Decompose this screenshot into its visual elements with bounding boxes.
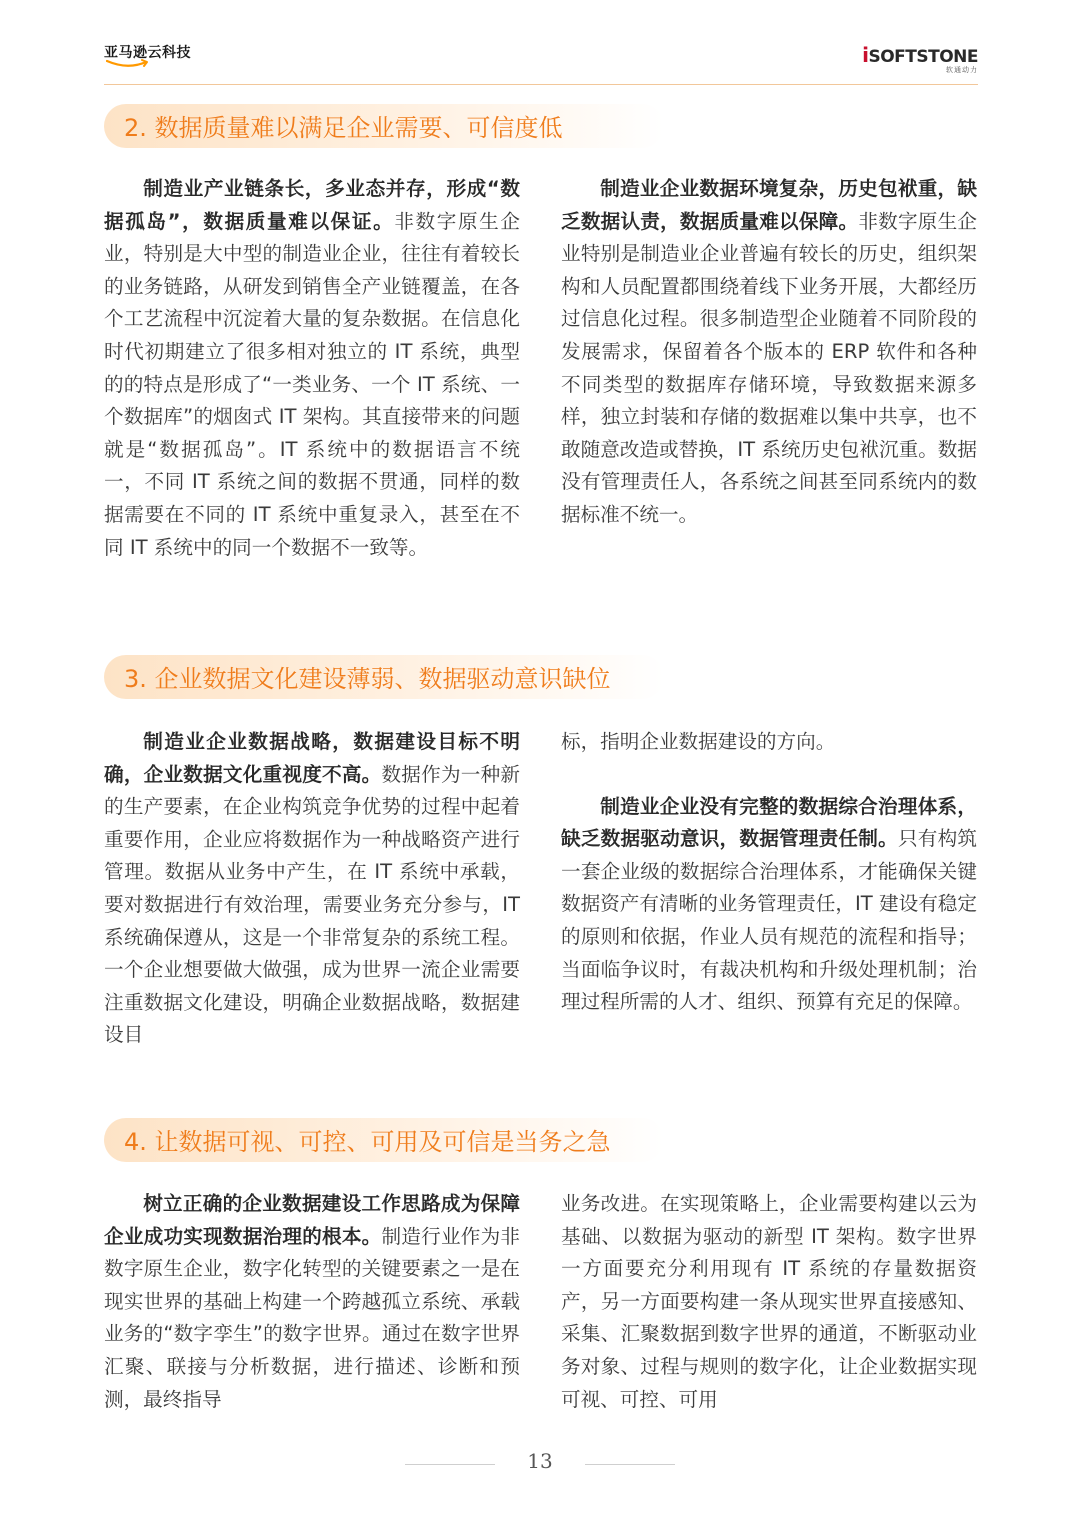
paragraph-body: 数据作为一种新的生产要素，在企业构筑竞争优势的过程中起着重要作用，企业应将数据作为一种战略资产进行管理。数据从业务中产生，在 IT 系统中承载，要对数据进行有效治理，需要业务充分参与，IT 系统确保遵从，这是一个非常复杂的系统工程。一个企业想要做大做强，成为世界一流企业需要注重数据文化建设，明确企业数据战略，数据建设目 bbox=[104, 762, 520, 1047]
right-column bbox=[561, 726, 977, 1019]
aws-logo-text: 亚马逊云科技 bbox=[104, 45, 191, 61]
paragraph-lead: 制造业企业数据战略，数据建设目标不明确，企业数据文化重视度不高。 bbox=[104, 730, 520, 786]
aws-logo bbox=[104, 42, 191, 62]
footer-divider-right bbox=[585, 1464, 675, 1465]
softstone-logo-text: SOFTSTONE bbox=[868, 47, 978, 67]
right-column bbox=[561, 1188, 977, 1416]
section-title: 2. 数据质量难以满足企业需要、可信度低 bbox=[124, 114, 563, 142]
softstone-logo-initial: i bbox=[862, 43, 869, 67]
footer-divider-left bbox=[405, 1464, 495, 1465]
left-column bbox=[104, 173, 520, 564]
paragraph bbox=[561, 791, 977, 1019]
section-heading bbox=[104, 655, 664, 699]
section-title: 3. 企业数据文化建设薄弱、数据驱动意识缺位 bbox=[124, 665, 611, 693]
paragraph-lead: 制造业企业数据环境复杂，历史包袱重，缺乏数据认责，数据质量难以保障。 bbox=[561, 177, 977, 233]
paragraph-body: 非数字原生企业特别是制造业企业普遍有较长的历史，组织架构和人员配置都围绕着线下业务开展，大都经历过信息化过程。很多制造型企业随着不同阶段的发展需求，保留着各个版本的 ERP 软件和各种不同类型的数据库存储环境，导致数据来源多样，独立封装和存储的数据难以集中共享，也不敢随意改造或替换，IT 系统历史包袱沉重。数据没有管理责任人，各系统之间甚至同系统内的数据标准不统一。 bbox=[561, 209, 978, 526]
left-column bbox=[104, 1188, 520, 1416]
paragraph-lead: 制造业产业链条长，多业态并存，形成“数据孤岛”，数据质量难以保证。 bbox=[104, 177, 520, 233]
section-heading bbox=[104, 104, 664, 148]
paragraph-continuation: 业务改进。在实现策略上，企业需要构建以云为基础、以数据为驱动的新型 IT 架构。数字世界一方面要充分利用现有 IT 系统的存量数据资产，另一方面要构建一条从现实世界直接感知、采集、汇聚数据到数字世界的通道，不断驱动业务对象、过程与规则的数字化，让企业数据实现可视、可控、可用 bbox=[561, 1192, 977, 1411]
paragraph-body: 制造行业作为非数字原生企业，数字化转型的关键要素之一是在现实世界的基础上构建一个跨越孤立系统、承载业务的“数字孪生”的数字世界。通过在数字世界汇聚、联接与分析数据，进行描述、诊断和预测，最终指导 bbox=[104, 1224, 520, 1411]
header-divider bbox=[104, 84, 978, 85]
paragraph bbox=[104, 1188, 520, 1416]
paragraph bbox=[104, 726, 520, 1052]
paragraph-body: 只有构筑一套企业级的数据综合治理体系，才能确保关键数据资产有清晰的业务管理责任，IT 建设有稳定的原则和依据，作业人员有规范的流程和指导；当面临争议时，有裁决机构和升级处理机制；治理过程所需的人才、组织、预算有充足的保障。 bbox=[561, 827, 978, 1014]
paragraph bbox=[561, 173, 977, 532]
section-title: 4. 让数据可视、可控、可用及可信是当务之急 bbox=[124, 1128, 611, 1156]
left-column bbox=[104, 726, 520, 1052]
amazon-smile-icon bbox=[106, 59, 150, 69]
softstone-logo-subtext: 软通动力 bbox=[946, 66, 978, 74]
paragraph bbox=[104, 173, 520, 564]
right-column bbox=[561, 173, 977, 532]
paragraph-continuation: 标，指明企业数据建设的方向。 bbox=[561, 730, 836, 753]
page-header bbox=[0, 0, 1080, 90]
paragraph-lead: 树立正确的企业数据建设工作思路成为保障企业成功实现数据治理的根本。 bbox=[104, 1192, 520, 1248]
paragraph-body: 非数字原生企业，特别是大中型的制造业企业，往往有着较长的业务链路，从研发到销售全产业链覆盖，在各个工艺流程中沉淀着大量的复杂数据。在信息化时代初期建立了很多相对独立的 IT 系统，典型的的特点是形成了“一类业务、一个 IT 系统、一个数据库”的烟囱式 IT 架构。其直接带来的问题就是“数据孤岛”。IT 系统中的数据语言不统一，不同 IT 系统之间的数据不贯通，同样的数据需要在不同的 IT 系统中重复录入，甚至在不同 IT 系统中的同一个数据不一致等。 bbox=[104, 209, 520, 559]
section-heading bbox=[104, 1118, 664, 1162]
softstone-logo bbox=[862, 43, 978, 75]
paragraph-lead: 制造业企业没有完整的数据综合治理体系，缺乏数据驱动意识，数据管理责任制。 bbox=[561, 794, 977, 851]
page-number: 13 bbox=[527, 1449, 553, 1473]
